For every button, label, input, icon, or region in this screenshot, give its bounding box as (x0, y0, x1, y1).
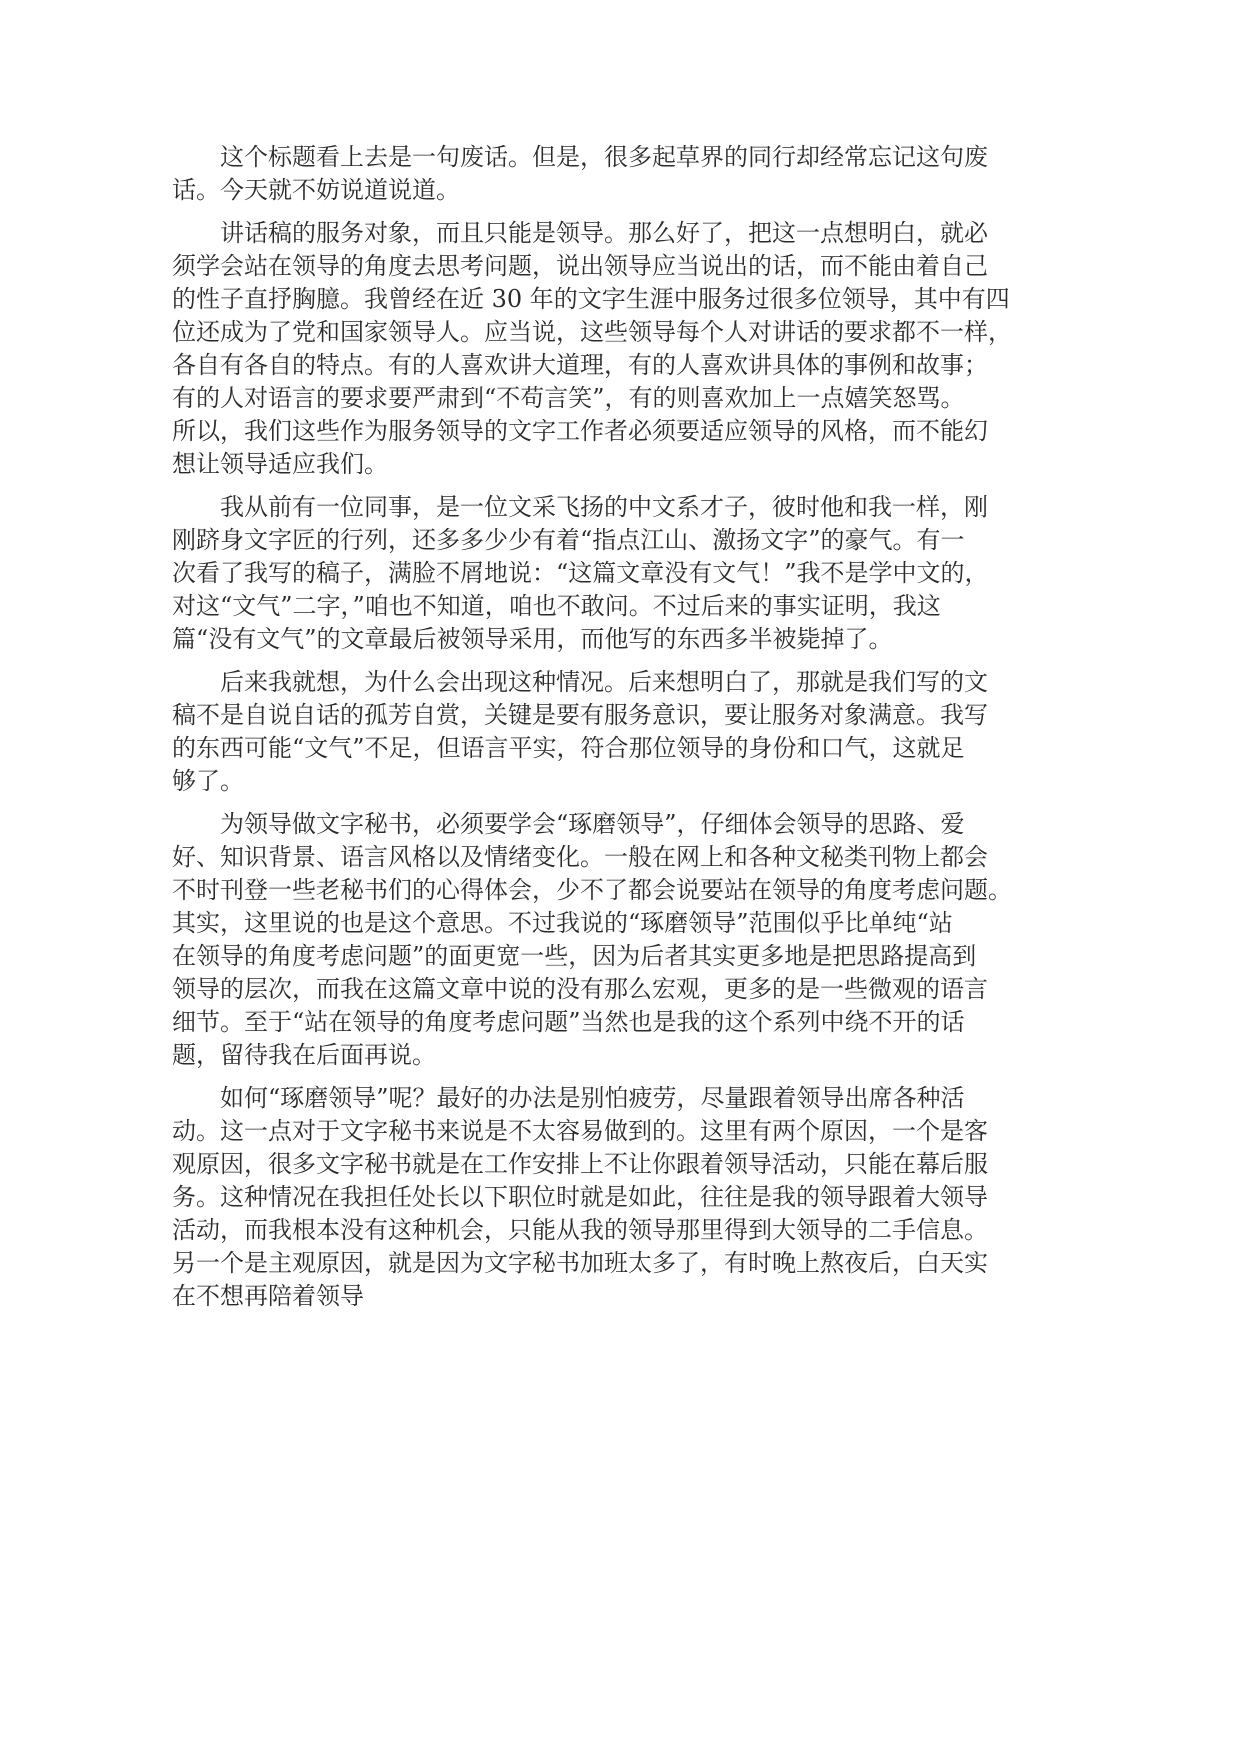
text-line: 次看了我写的稿子，满脸不屑地说：“这篇文章没有文气！”我不是学中文的， (172, 559, 989, 587)
text-line: 各自有各自的特点。有的人喜欢讲大道理，有的人喜欢讲具体的事例和故事； (172, 351, 988, 379)
text-line: 如何“琢磨领导”呢？最好的办法是别怕疲劳，尽量跟着领导出席各种活 (220, 1084, 965, 1112)
text-line: 题，留待我在后面再说。 (172, 1041, 436, 1069)
paragraph (172, 217, 1012, 481)
paragraph (172, 491, 989, 656)
text-line: 领导的层次，而我在这篇文章中说的没有那么宏观，更多的是一些微观的语言 (172, 975, 988, 1003)
text-line: 另一个是主观原因，就是因为文字秘书加班太多了，有时晚上熬夜后，白天实 (172, 1249, 988, 1277)
text-line: 想让领导适应我们。 (172, 450, 388, 478)
text-line: 观原因，很多文字秘书就是在工作安排上不让你跟着领导活动，只能在幕后服 (172, 1150, 988, 1178)
paragraph (172, 1082, 988, 1313)
text-line: 细节。至于“站在领导的角度考虑问题”当然也是我的这个系列中绕不开的话 (172, 1008, 965, 1036)
text-line: 这个标题看上去是一句废话。但是，很多起草界的同行却经常忘记这句废 (220, 143, 988, 171)
text-line: 好、知识背景、语言风格以及情绪变化。一般在网上和各种文秘类刊物上都会 (172, 843, 988, 871)
text-line: 不时刊登一些老秘书们的心得体会，少不了都会说要站在领导的角度考虑问题。 (172, 876, 1012, 904)
text-line: 的东西可能“文气”不足，但语言平实，符合那位领导的身份和口气，这就足 (172, 734, 965, 762)
text-line: 其实，这里说的也是这个意思。不过我说的“琢磨领导”范围似乎比单纯“站 (172, 909, 953, 937)
paragraph (172, 141, 988, 207)
paragraph (172, 666, 988, 798)
text-line: 刚跻身文字匠的行列，还多多少少有着“指点江山、激扬文字”的豪气。有一 (172, 526, 965, 554)
text-line: 讲话稿的服务对象，而且只能是领导。那么好了，把这一点想明白，就必 (220, 219, 988, 247)
text-line: 话。今天就不妨说道说道。 (172, 176, 460, 204)
text-line: 对这“文气”二字，”咱也不知道，咱也不敢问。不过后来的事实证明，我这 (172, 592, 941, 620)
text-line: 在不想再陪着领导 (172, 1282, 364, 1310)
text-line: 后来我就想，为什么会出现这种情况。后来想明白了，那就是我们写的文 (220, 668, 988, 696)
paragraph (172, 808, 1012, 1072)
text-line: 务。这种情况在我担任处长以下职位时就是如此，往往是我的领导跟着大领导 (172, 1183, 988, 1211)
text-line: 稿不是自说自话的孤芳自赏，关键是要有服务意识，要让服务对象满意。我写 (172, 701, 988, 729)
text-line: 所以，我们这些作为服务领导的文字工作者必须要适应领导的风格，而不能幻 (172, 417, 988, 445)
text-line: 够了。 (172, 767, 244, 795)
text-line: 有的人对语言的要求要严肃到“不苟言笑”，有的则喜欢加上一点嬉笑怒骂。 (172, 384, 965, 412)
text-line: 在领导的角度考虑问题”的面更宽一些，因为后者其实更多地是把思路提高到 (172, 942, 977, 970)
document-page (172, 141, 1012, 1323)
text-line: 动。这一点对于文字秘书来说是不太容易做到的。这里有两个原因，一个是客 (172, 1117, 988, 1145)
text-line: 的性子直抒胸臆。我曾经在近 30 年的文字生涯中服务过很多位领导，其中有四 (172, 285, 1010, 313)
text-line: 位还成为了党和国家领导人。应当说，这些领导每个人对讲话的要求都不一样， (172, 318, 1012, 346)
text-line: 须学会站在领导的角度去思考问题，说出领导应当说出的话，而不能由着自己 (172, 252, 988, 280)
text-line: 活动，而我根本没有这种机会，只能从我的领导那里得到大领导的二手信息。 (172, 1216, 988, 1244)
text-line: 为领导做文字秘书，必须要学会“琢磨领导”，仔细体会领导的思路、爱 (220, 810, 965, 838)
text-line: 篇“没有文气”的文章最后被领导采用，而他写的东西多半被毙掉了。 (172, 625, 893, 653)
text-line: 我从前有一位同事，是一位文采飞扬的中文系才子，彼时他和我一样，刚 (220, 493, 988, 521)
